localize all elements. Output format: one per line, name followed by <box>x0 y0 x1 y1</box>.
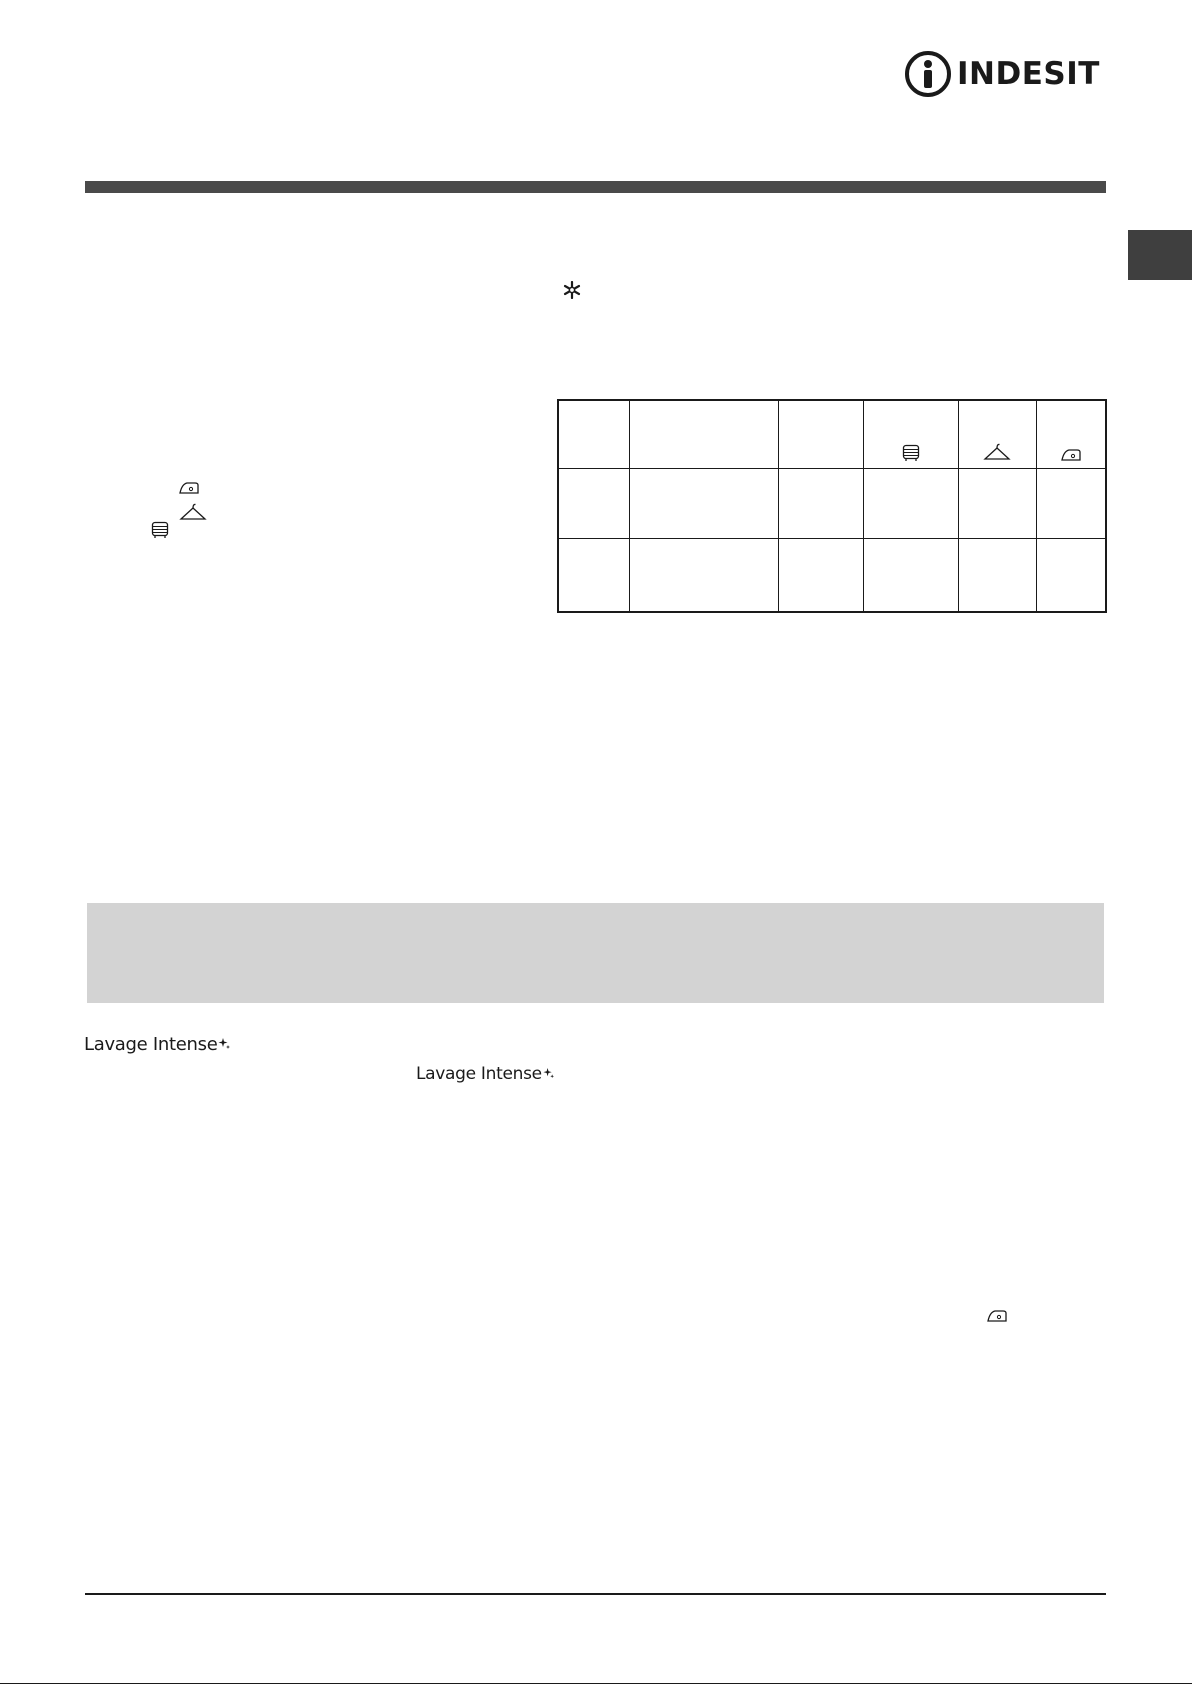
hanger-icon <box>179 502 207 522</box>
lavage-intense-label: Lavage Intense <box>84 1034 218 1055</box>
iron-icon <box>986 1309 1008 1323</box>
language-tab <box>1128 230 1192 280</box>
table-cell <box>629 538 778 612</box>
cupboard-icon <box>902 444 920 462</box>
sparkle-icon <box>543 1064 554 1084</box>
table-cell <box>1036 538 1106 612</box>
table-cell <box>778 400 863 468</box>
logo-dot <box>924 60 932 68</box>
table-cell <box>558 400 629 468</box>
table-cell <box>629 400 778 468</box>
table-row <box>558 538 1106 612</box>
table-header-hanger <box>958 400 1036 468</box>
snowflake-icon <box>563 281 581 299</box>
indesit-logo <box>905 50 1110 105</box>
table-header-iron <box>1036 400 1106 468</box>
table-cell <box>863 538 958 612</box>
logo-text: INDESIT <box>957 56 1100 92</box>
drying-table <box>557 399 1107 613</box>
cupboard-icon <box>151 521 169 539</box>
table-cell <box>629 468 778 538</box>
table-cell <box>1036 468 1106 538</box>
logo-stem <box>924 70 932 88</box>
table-cell <box>958 468 1036 538</box>
table-cell <box>558 538 629 612</box>
table-header-cupboard <box>863 400 958 468</box>
header-rule <box>85 181 1106 193</box>
table-header-row <box>558 400 1106 468</box>
table-cell <box>863 468 958 538</box>
footer-rule <box>85 1593 1106 1595</box>
iron-icon <box>178 481 200 495</box>
table-cell <box>778 538 863 612</box>
iron-icon <box>1060 448 1082 462</box>
lavage-intense-heading <box>84 1034 230 1055</box>
hanger-icon <box>983 442 1011 462</box>
lavage-intense-label: Lavage Intense <box>416 1064 542 1084</box>
table-cell <box>958 538 1036 612</box>
page-edge-rule <box>0 1683 1192 1684</box>
sparkle-icon <box>218 1034 230 1055</box>
table-cell <box>558 468 629 538</box>
table-row <box>558 468 1106 538</box>
table-cell <box>778 468 863 538</box>
note-box <box>87 903 1104 1003</box>
lavage-intense-inline <box>416 1064 554 1084</box>
